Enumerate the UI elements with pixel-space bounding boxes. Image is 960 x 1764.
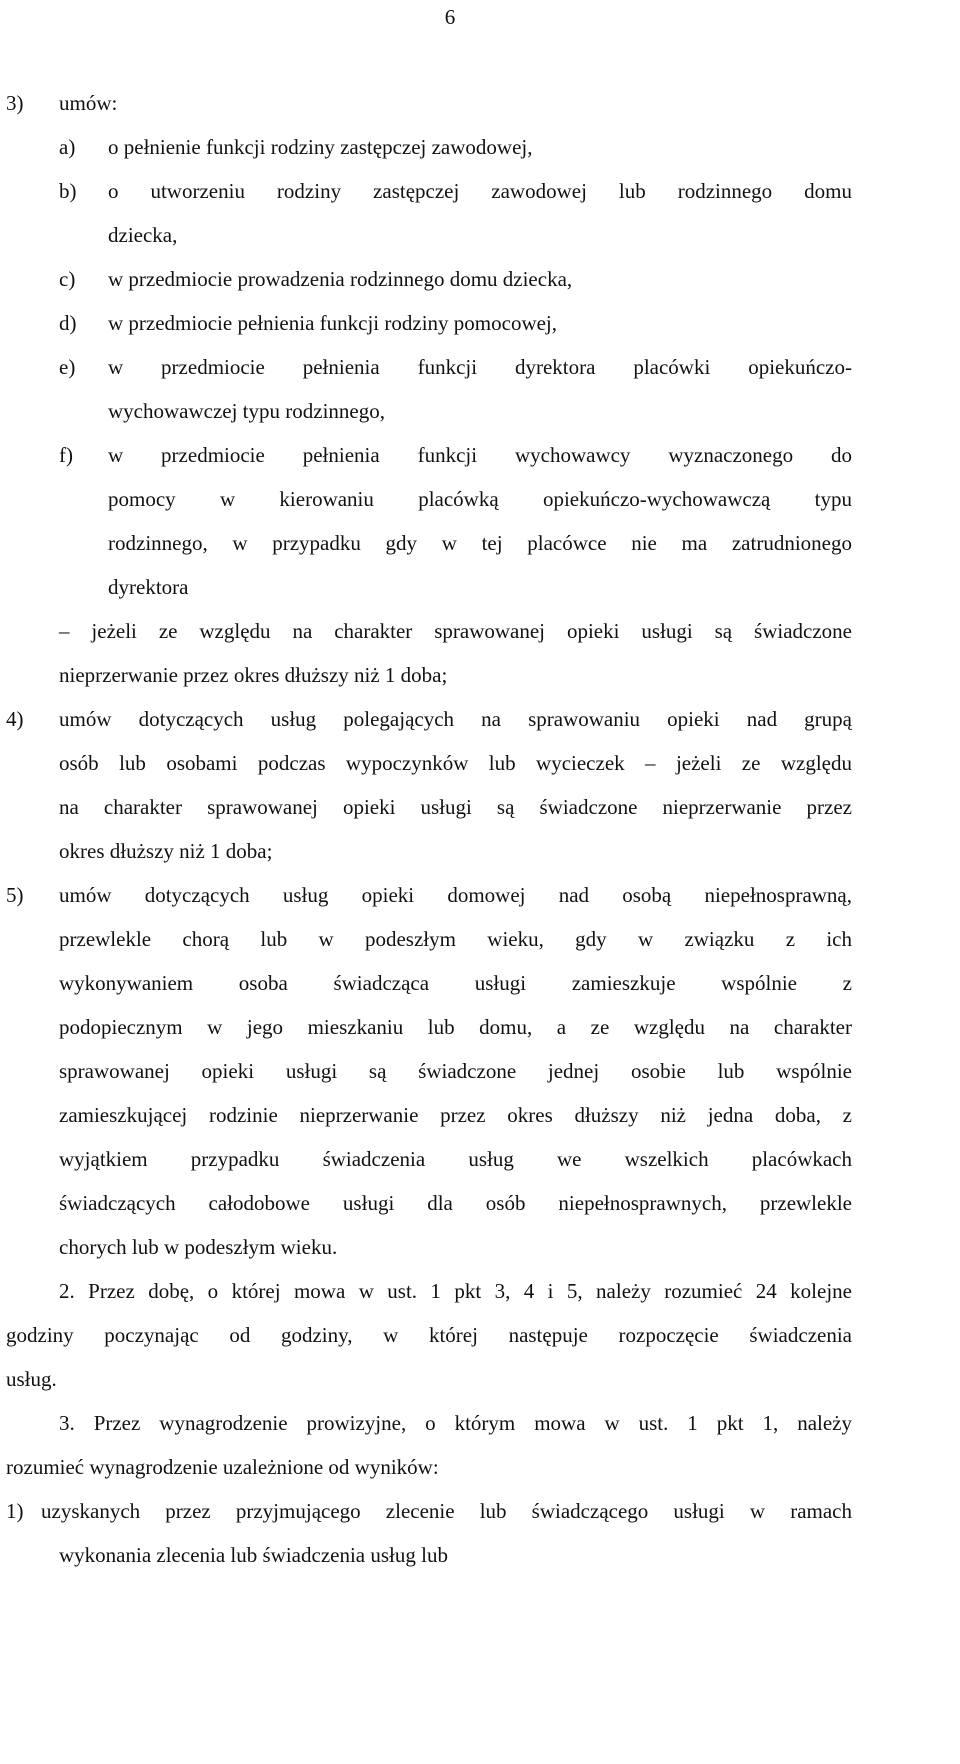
text-line: umów dotyczących usług polegających na sprawowaniu opieki nad grupą <box>59 707 852 731</box>
text-line: w przedmiocie pełnienia funkcji wychowawcy wyznaczonego do <box>108 443 852 467</box>
text-line: w przedmiocie pełnienia funkcji dyrektora placówki opiekuńczo- <box>108 355 852 379</box>
text-line: wyjątkiem przypadku świadczenia usług we wszelkich placówkach <box>59 1147 852 1171</box>
item-marker: 3) <box>6 91 24 115</box>
text-line: umów: <box>59 91 118 115</box>
text-line: w przedmiocie pełnienia funkcji rodziny pomocowej, <box>108 311 558 335</box>
text-line: nieprzerwanie przez okres dłuższy niż 1 doba; <box>59 663 448 687</box>
item-marker: e) <box>59 355 76 379</box>
item-marker: 1) <box>6 1499 24 1523</box>
text-line: usług. <box>6 1367 57 1391</box>
text-line: 2. Przez dobę, o której mowa w ust. 1 pkt 3, 4 i 5, należy rozumieć 24 kolejne <box>59 1279 852 1303</box>
item-marker: 4) <box>6 707 24 731</box>
text-line: o utworzeniu rodziny zastępczej zawodowej lub rodzinnego domu <box>108 179 852 203</box>
text-line: – jeżeli ze względu na charakter sprawowanej opieki usługi są świadczone <box>59 619 852 643</box>
item-marker: c) <box>59 267 76 291</box>
item-marker: a) <box>59 135 76 159</box>
text-line: o pełnienie funkcji rodziny zastępczej zawodowej, <box>108 135 533 159</box>
text-line: umów dotyczących usług opieki domowej nad osobą niepełnosprawną, <box>59 883 852 907</box>
text-line: okres dłuższy niż 1 doba; <box>59 839 273 863</box>
text-line: dziecka, <box>108 223 178 247</box>
text-line: na charakter sprawowanej opieki usługi są świadczone nieprzerwanie przez <box>59 795 852 819</box>
text-line: pomocy w kierowaniu placówką opiekuńczo-wychowawczą typu <box>108 487 852 511</box>
text-line: wykonywaniem osoba świadcząca usługi zamieszkuje wspólnie z <box>59 971 852 995</box>
item-marker: b) <box>59 179 77 203</box>
text-line: wychowawczej typu rodzinnego, <box>108 399 385 423</box>
text-line: godziny poczynając od godziny, w której następuje rozpoczęcie świadczenia <box>6 1323 852 1347</box>
text-line: dyrektora <box>108 575 189 599</box>
item-marker: d) <box>59 311 77 335</box>
text-line: wykonania zlecenia lub świadczenia usług lub <box>59 1543 448 1567</box>
text-line: przewlekle chorą lub w podeszłym wieku, gdy w związku z ich <box>59 927 852 951</box>
item-marker: 5) <box>6 883 24 907</box>
text-line: 3. Przez wynagrodzenie prowizyjne, o którym mowa w ust. 1 pkt 1, należy <box>59 1411 852 1435</box>
page-number: 6 <box>444 5 456 29</box>
text-line: sprawowanej opieki usługi są świadczone jednej osobie lub wspólnie <box>59 1059 852 1083</box>
text-line: świadczących całodobowe usługi dla osób niepełnosprawnych, przewlekle <box>59 1191 852 1215</box>
text-line: w przedmiocie prowadzenia rodzinnego domu dziecka, <box>108 267 573 291</box>
text-line: rodzinnego, w przypadku gdy w tej placówce nie ma zatrudnionego <box>108 531 852 555</box>
item-marker: f) <box>59 443 73 467</box>
text-line: podopiecznym w jego mieszkaniu lub domu, a ze względu na charakter <box>59 1015 852 1039</box>
text-line: rozumieć wynagrodzenie uzależnione od wyników: <box>6 1455 439 1479</box>
text-line: uzyskanych przez przyjmującego zlecenie lub świadczącego usługi w ramach <box>41 1499 852 1523</box>
text-line: chorych lub w podeszłym wieku. <box>59 1235 338 1259</box>
text-line: osób lub osobami podczas wypoczynków lub wycieczek – jeżeli ze względu <box>59 751 852 775</box>
text-line: zamieszkującej rodzinie nieprzerwanie przez okres dłuższy niż jedna doba, z <box>59 1103 852 1127</box>
